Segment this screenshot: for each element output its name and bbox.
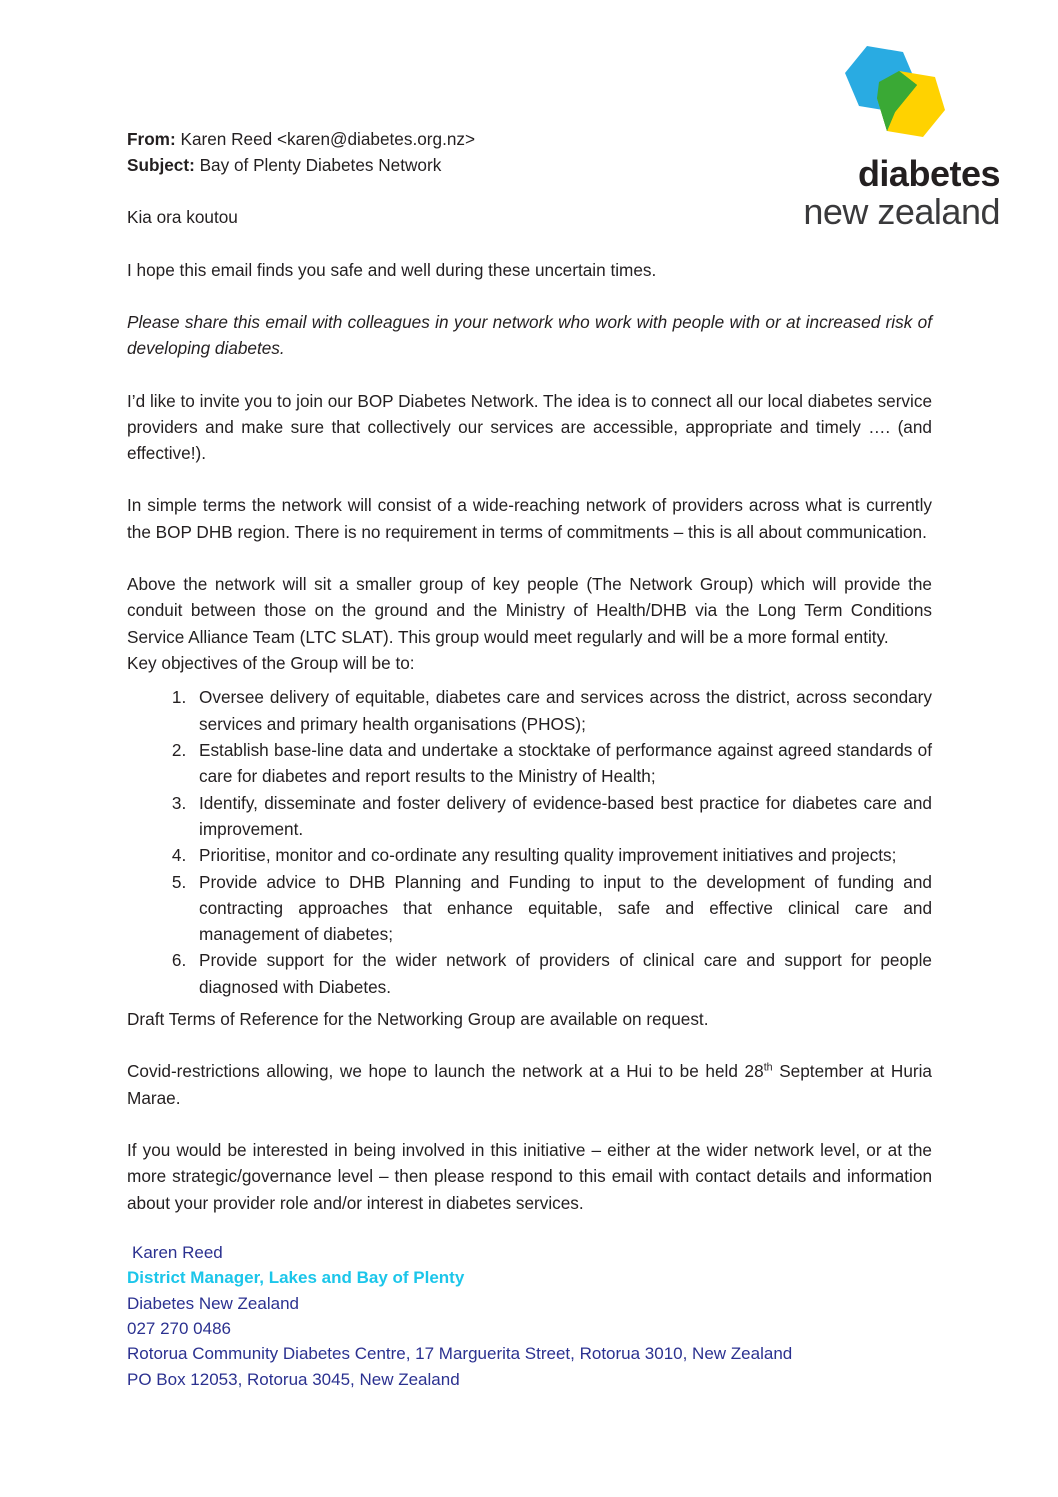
paragraph-terms-of-reference: Draft Terms of Reference for the Networking Group are available on request.	[127, 1009, 709, 1030]
email-from-value: Karen Reed <karen@diabetes.org.nz>	[180, 129, 476, 149]
signature-address: Rotorua Community Diabetes Centre, 17 Marguerita Street, Rotorua 3010, New Zealand	[127, 1344, 793, 1364]
spacer	[127, 283, 932, 309]
signature-postal-address: PO Box 12053, Rotorua 3045, New Zealand	[127, 1369, 460, 1389]
email-signature	[127, 1240, 932, 1392]
signature-name: Karen Reed	[132, 1242, 223, 1262]
email-body	[127, 126, 932, 1392]
paragraph-opening: I hope this email finds you safe and well during these uncertain times.	[127, 259, 657, 280]
paragraph-call-to-action: If you would be interested in being involved in this initiative – either at the wider network level, or at the more strategic/governance level – then please respond to this email with contact details and information about your provider role and/or interest in diabetes services.	[127, 1140, 932, 1213]
list-item: 5. Provide advice to DHB Planning and Funding to input to the development of funding and contracting approaches that enhance equitable, safe and effective clinical care and management of diabetes;	[191, 869, 932, 948]
hui-text-before: Covid-restrictions allowing, we hope to launch the network at a Hui to be held 28	[127, 1061, 764, 1082]
spacer	[127, 1032, 932, 1058]
signature-phone: 027 270 0486	[127, 1318, 231, 1338]
list-item: 1. Oversee delivery of equitable, diabetes care and services across the district, across secondary services and primary health organisations (PHOS);	[191, 684, 932, 737]
email-subject-value: Bay of Plenty Diabetes Network	[199, 155, 442, 176]
ordinal-suffix: th	[763, 1061, 773, 1074]
email-subject-label: Subject:	[127, 155, 195, 176]
logo-wordmark-secondary: new zealand	[803, 190, 1000, 232]
objectives-list	[127, 684, 932, 1000]
list-item: 2. Establish base-line data and undertake a stocktake of performance against agreed standards of care for diabetes and report results to the Ministry of Health;	[191, 737, 932, 790]
signature-organisation: Diabetes New Zealand	[127, 1293, 299, 1313]
hui-text-after: September at Huria Marae.	[127, 1061, 932, 1108]
paragraph-share-request	[127, 309, 932, 362]
email-from-label: From:	[127, 129, 176, 149]
signature-role: District Manager, Lakes and Bay of Plenty	[127, 1268, 465, 1288]
paragraph-invitation: I’d like to invite you to join our BOP Diabetes Network. The idea is to connect all our local diabetes service providers and make sure that collectively our services are accessible, appropriate and timely …. (and effective!).	[127, 390, 932, 464]
list-item: 6. Provide support for the wider network of providers of clinical care and support for people diagnosed with Diabetes.	[191, 947, 932, 1000]
spacer	[127, 231, 932, 257]
list-item: 3. Identify, disseminate and foster delivery of evidence-based best practice for diabetes care and improvement.	[191, 790, 932, 843]
paragraph-share-request-italic: Please share this email with colleagues in your network who work with people with or at increased risk of developing diabetes.	[127, 311, 932, 359]
spacer	[127, 362, 932, 388]
spacer	[127, 466, 932, 492]
logo-wordmark-primary: diabetes	[857, 153, 1000, 194]
spacer	[127, 178, 932, 204]
email-subject-line	[127, 152, 932, 178]
paragraph-objectives-intro: Key objectives of the Group will be to:	[127, 653, 415, 674]
list-item: 4. Prioritise, monitor and co-ordinate any resulting quality improvement initiatives and projects;	[191, 842, 932, 868]
greeting-text: Kia ora koutou	[127, 207, 238, 228]
paragraph-network-group: Above the network will sit a smaller group of key people (The Network Group) which will provide the conduit between those on the ground and the Ministry of Health/DHB via the Long Term Conditions Service Alliance Team (LTC SLAT). This group would meet regularly and will be a more formal entity.	[127, 574, 932, 647]
email-from-line	[127, 126, 932, 152]
spacer	[127, 1111, 932, 1137]
paragraph-network-scope: In simple terms the network will consist of a wide-reaching network of providers across what is currently the BOP DHB region. There is no requirement in terms of commitments – this is all about communication.	[127, 495, 932, 542]
spacer	[127, 545, 932, 571]
paragraph-hui-launch	[127, 1058, 932, 1111]
